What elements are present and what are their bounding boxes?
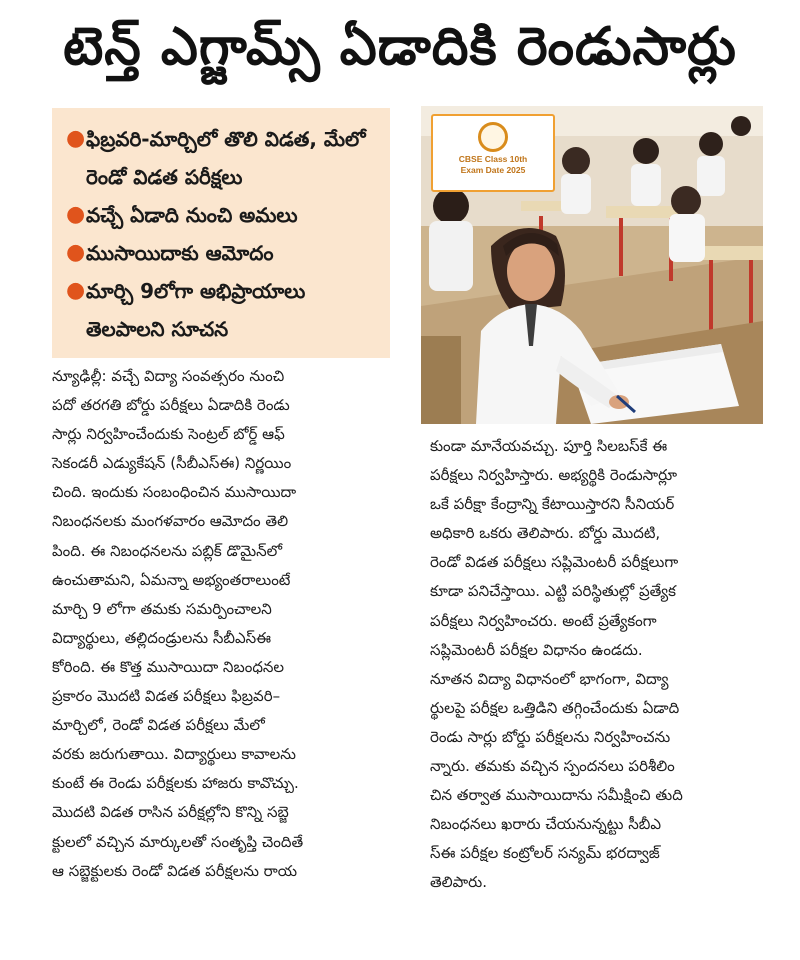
- article-column-left: న్యూఢిల్లీ: వచ్చే విద్యా సంవత్సరం నుంచి పదో తరగతి బోర్డు పరీక్షలు ఏడాదికి రెండు సార్లు నిర్వహించేందుకు సెంట్రల్ బోర్డ్ ఆఫ్ సెకండరీ ఎడ్యుకేషన్ (సీబీఎస్ఈ) నిర్ణయిం చింది. ఇందుకు సంబంధించిన ముసాయిదా నిబంధనలకు మంగళవారం ఆమోదం తెలి పింది. ఈ నిబంధనలను పబ్లిక్ డొమైన్‌లో ఉంచుతామని, ఏమన్నా అభ్యంతరాలుంటే మార్చి 9 లోగా తమకు సమర్పించాలని విద్యార్థులు, తల్లిదండ్రులను సీబీఎస్ఈ కోరింది. ఈ కొత్త ముసాయిదా నిబంధనల ప్రకారం మొదటి విడత పరీక్షలు ఫిబ్రవరి– మార్చిలో, రెండో విడత పరీక్షలు మేలో వరకు జరుగుతాయి. విద్యార్థులు కావాలను కుంటే ఈ రెండు పరీక్షలకు హాజరు కావొచ్చు. మొదటి విడత రాసిన పరీక్షల్లోని కొన్ని సబ్జె క్టులలో వచ్చిన మార్కులతో సంతృప్తి చెందితే ఆ సబ్జెక్టులకు రెండో విడత పరీక్షలను రాయ: [52, 367, 304, 880]
- logo-caption-line1: CBSE Class 10th: [458, 154, 528, 164]
- highlight-text: ముసాయిదాకు ఆమోదం: [86, 241, 274, 265]
- headline: టెన్త్ ఎగ్జామ్స్ ఏడాదికి రెండుసార్లు: [63, 17, 737, 77]
- bullet-dot-icon: ●: [66, 202, 86, 227]
- highlights-box: [52, 108, 390, 358]
- highlight-item: [66, 234, 382, 272]
- exam-hall-photo: [421, 106, 763, 424]
- bullet-dot-icon: ●: [66, 126, 86, 151]
- bullet-dot-icon: ●: [66, 278, 86, 303]
- highlight-item: [66, 120, 382, 196]
- logo-caption-line2: Exam Date 2025: [460, 165, 526, 175]
- cbse-logo-card: [431, 114, 555, 192]
- bullet-dot-icon: ●: [66, 240, 86, 265]
- highlight-text: ఫిబ్రవరి-మార్చిలో తొలి విడత, మేలో రెండో విడత పరీక్షలు: [86, 127, 366, 189]
- cbse-emblem-icon: [478, 122, 508, 152]
- article-column-right: కుండా మానేయవచ్చు. పూర్తి సిలబస్‌కే ఈ పరీక్షలు నిర్వహిస్తారు. అభ్యర్థికి రెండుసార్లూ ఒకే పరీక్షా కేంద్రాన్ని కేటాయిస్తారని సీనియర్ అధికారి ఒకరు తెలిపారు. బోర్డు మొదటి, రెండో విడత పరీక్షలు సప్లిమెంటరీ పరీక్షలుగా కూడా పనిచేస్తాయి. ఎట్టి పరిస్థితుల్లో ప్రత్యేక పరీక్షలు నిర్వహించరు. అంటే ప్రత్యేకంగా సప్లిమెంటరీ పరీక్షల విధానం ఉండదు. నూతన విద్యా విధానంలో భాగంగా, విద్యా ర్థులపై పరీక్షల ఒత్తిడిని తగ్గించేందుకు ఏడాది రెండు సార్లు బోర్డు పరీక్షలను నిర్వహించను న్నారు. తమకు వచ్చిన స్పందనలు పరిశీలిం చిన తర్వాత ముసాయిదాను సమీక్షించి తుది నిబంధనలు ఖరారు చేయనున్నట్టు సీబీఎ స్ఈ పరీక్షల కంట్రోలర్ సన్యమ్ భరద్వాజ్ తెలిపారు.: [430, 437, 683, 892]
- highlight-item: [66, 272, 382, 348]
- highlight-text: వచ్చే ఏడాది నుంచి అమలు: [86, 203, 298, 227]
- highlight-text: మార్చి 9లోగా అభిప్రాయాలు తెలపాలని సూచన: [86, 279, 306, 341]
- highlight-item: [66, 196, 382, 234]
